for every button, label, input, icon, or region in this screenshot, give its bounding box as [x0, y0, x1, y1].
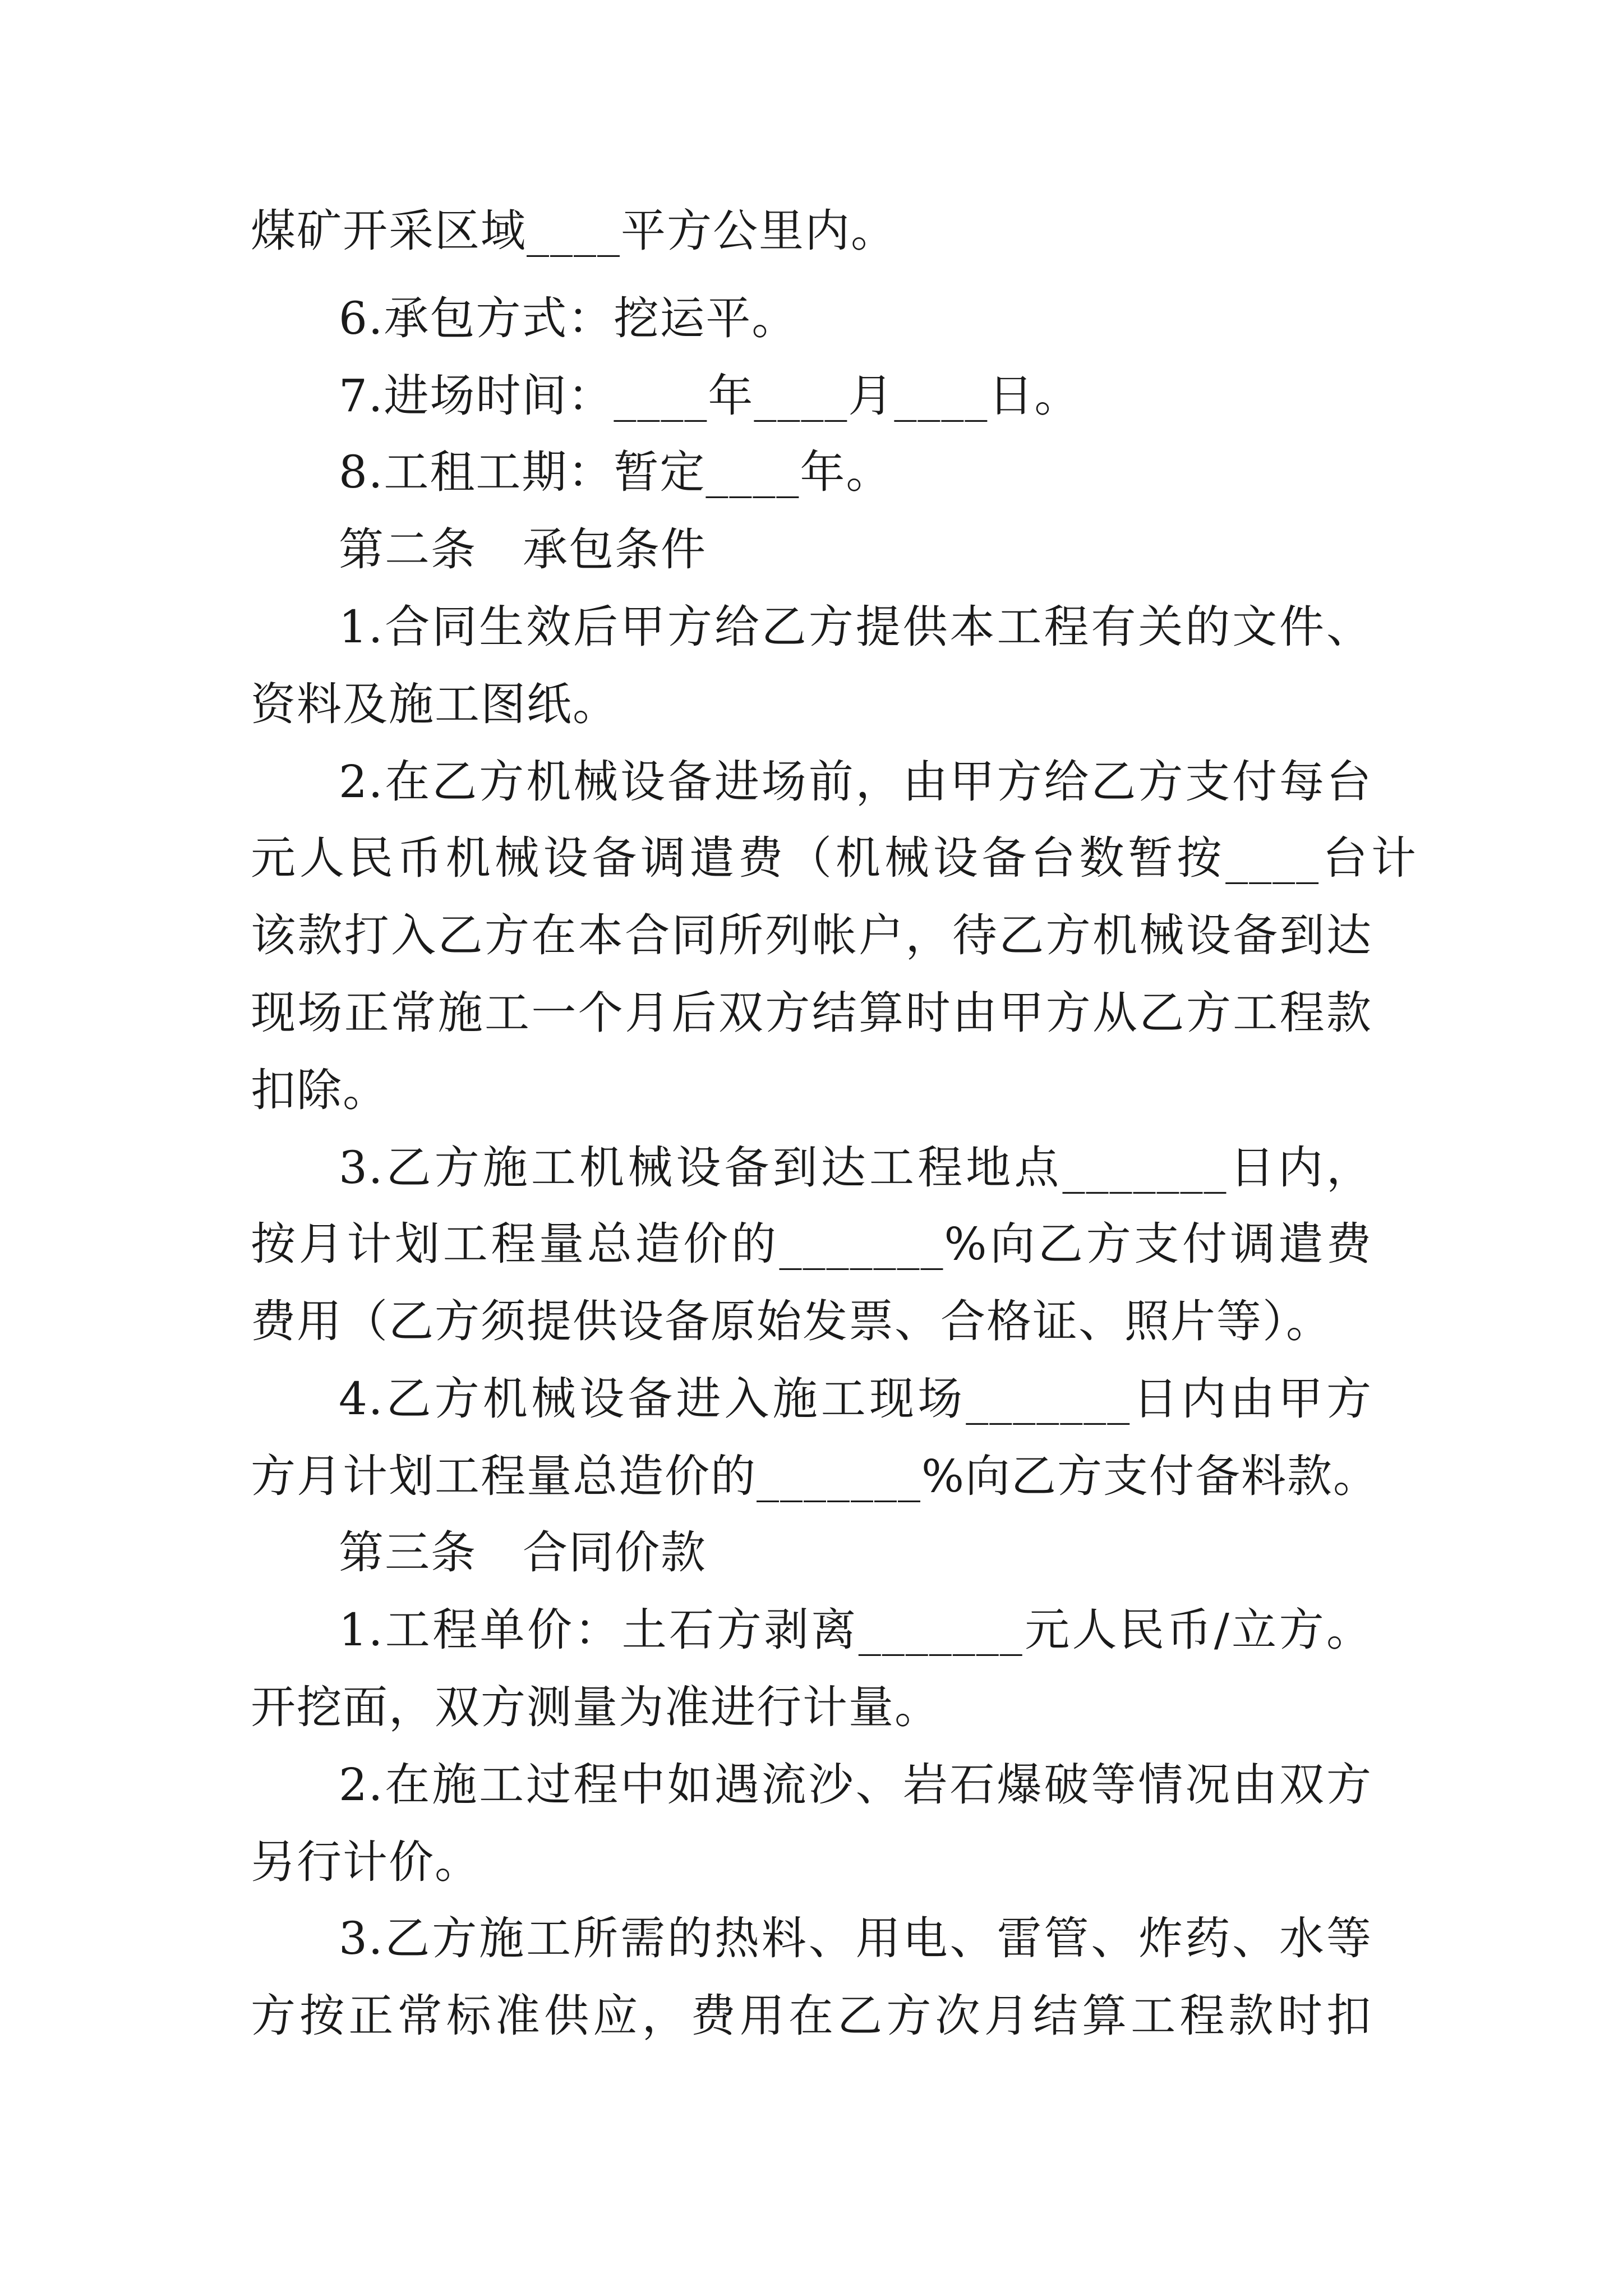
text-line: 费用（乙方须提供设备原始发票、合格证、照片等）。: [251, 1295, 1332, 1347]
section-heading: 第三条 合同价款: [339, 1526, 707, 1579]
text-line: 现场正常施工一个月后双方结算时由甲方从乙方工程款: [251, 987, 1372, 1039]
text-line: 煤矿开采区域____平方公里内。: [251, 205, 897, 257]
text-line: 元人民币机械设备调遣费（机械设备台数暂按____台计: [251, 832, 1417, 884]
text-line: 按月计划工程量总造价的_______%向乙方支付调遣费: [251, 1218, 1372, 1270]
text-line: 方按正常标准供应，费用在乙方次月结算工程款时扣: [251, 1990, 1372, 2042]
text-line: 7.进场时间：____年____月____日。: [339, 370, 1081, 422]
text-line: 4.乙方机械设备进入施工现场_______日内由甲方: [339, 1373, 1372, 1425]
text-line: 方月计划工程量总造价的_______%向乙方支付备料款。: [251, 1450, 1380, 1502]
text-line: 2.在乙方机械设备进场前，由甲方给乙方支付每台: [339, 756, 1372, 808]
text-line: 开挖面，双方测量为准进行计量。: [251, 1681, 940, 1733]
text-line: 1.合同生效后甲方给乙方提供本工程有关的文件、: [339, 601, 1372, 653]
text-line: 该款打入乙方在本合同所列帐户，待乙方机械设备到达: [251, 909, 1372, 961]
text-line: 资料及施工图纸。: [251, 678, 619, 730]
text-line: 1.工程单价：土石方剥离_______元人民币/立方。: [339, 1604, 1372, 1656]
text-line: 3.乙方施工机械设备到达工程地点_______日内，: [339, 1142, 1372, 1194]
text-line: 扣除。: [251, 1064, 389, 1116]
section-heading: 第二条 承包条件: [339, 523, 707, 576]
text-line: 6.承包方式：挖运平。: [339, 292, 798, 344]
text-line: 8.工租工期：暂定____年。: [339, 446, 892, 498]
text-line: 3.乙方施工所需的热料、用电、雷管、炸药、水等: [339, 1912, 1372, 1964]
text-line: 另行计价。: [251, 1836, 481, 1888]
text-line: 2.在施工过程中如遇流沙、岩石爆破等情况由双方: [339, 1759, 1372, 1811]
